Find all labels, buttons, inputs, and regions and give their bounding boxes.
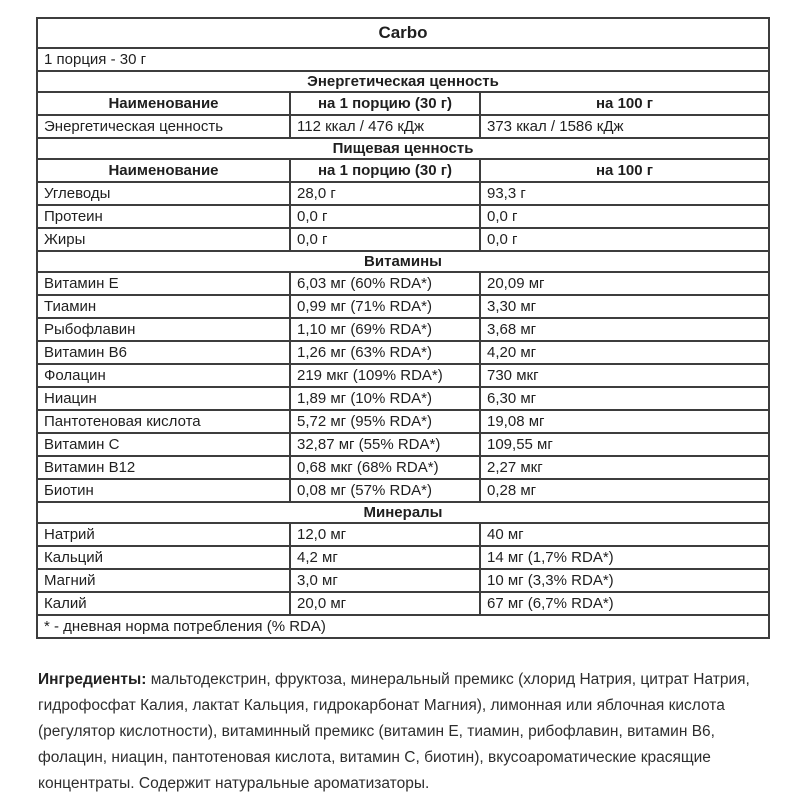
value-per-serving: 112 ккал / 476 кДж: [290, 115, 480, 138]
table-top: [37, 18, 769, 71]
row-label: Биотин: [37, 479, 290, 502]
column-header-row: [37, 159, 769, 182]
table-row: [37, 205, 769, 228]
value-per-serving: 219 мкг (109% RDA*): [290, 364, 480, 387]
value-per-100g: 10 мг (3,3% RDA*): [480, 569, 769, 592]
row-label: Витамин В6: [37, 341, 290, 364]
section-header: Пищевая ценность: [37, 138, 769, 159]
column-header: на 1 порцию (30 г): [290, 92, 480, 115]
row-label: Витамин С: [37, 433, 290, 456]
serving-row: [37, 48, 769, 71]
table-row: [37, 546, 769, 569]
section-header-row: [37, 502, 769, 523]
table-row: [37, 364, 769, 387]
section-header-row: [37, 138, 769, 159]
value-per-serving: 3,0 мг: [290, 569, 480, 592]
row-label: Натрий: [37, 523, 290, 546]
title-row: [37, 18, 769, 48]
row-label: Рыбофлавин: [37, 318, 290, 341]
column-header: на 100 г: [480, 159, 769, 182]
section-header-row: [37, 71, 769, 92]
value-per-100g: 373 ккал / 1586 кДж: [480, 115, 769, 138]
row-label: Витамин Е: [37, 272, 290, 295]
column-header: на 1 порцию (30 г): [290, 159, 480, 182]
table-row: [37, 115, 769, 138]
value-per-100g: 20,09 мг: [480, 272, 769, 295]
ingredients-text: мальтодекстрин, фруктоза, минеральный премикс (хлорид Натрия, цитрат Натрия, гидрофосфат Калия, лактат Кальция, гидрокарбонат Магния), лимонная или яблочная кислота (регулятор кислотности), витаминный премикс (витамин Е, тиамин, рибофлавин, витамин В6, фолацин, ниацин, пантотеновая кислота, витамин С, биотин), вкусоароматические красящие концентраты. Содержит натуральные ароматизаторы.: [38, 671, 750, 792]
value-per-100g: 0,0 г: [480, 228, 769, 251]
value-per-100g: 93,3 г: [480, 182, 769, 205]
rda-footnote: * - дневная норма потребления (% RDA): [37, 615, 769, 638]
table-row: [37, 410, 769, 433]
table-row: [37, 295, 769, 318]
table-row: [37, 479, 769, 502]
section-header: Энергетическая ценность: [37, 71, 769, 92]
ingredients-label: Ингредиенты:: [38, 671, 147, 688]
value-per-serving: 12,0 мг: [290, 523, 480, 546]
value-per-serving: 0,08 мг (57% RDA*): [290, 479, 480, 502]
column-header: Наименование: [37, 92, 290, 115]
value-per-serving: 6,03 мг (60% RDA*): [290, 272, 480, 295]
table-row: [37, 228, 769, 251]
row-label: Фолацин: [37, 364, 290, 387]
value-per-100g: 730 мкг: [480, 364, 769, 387]
value-per-100g: 14 мг (1,7% RDA*): [480, 546, 769, 569]
section-header: Витамины: [37, 251, 769, 272]
row-label: Углеводы: [37, 182, 290, 205]
row-label: Жиры: [37, 228, 290, 251]
product-title: Carbo: [37, 18, 769, 48]
table-row: [37, 318, 769, 341]
value-per-100g: 0,28 мг: [480, 479, 769, 502]
value-per-serving: 5,72 мг (95% RDA*): [290, 410, 480, 433]
value-per-100g: 3,30 мг: [480, 295, 769, 318]
value-per-serving: 32,87 мг (55% RDA*): [290, 433, 480, 456]
row-label: Витамин В12: [37, 456, 290, 479]
row-label: Тиамин: [37, 295, 290, 318]
value-per-100g: 0,0 г: [480, 205, 769, 228]
table-bottom: [37, 615, 769, 638]
footnote-row: [37, 615, 769, 638]
value-per-serving: 4,2 мг: [290, 546, 480, 569]
value-per-100g: 4,20 мг: [480, 341, 769, 364]
row-label: Калий: [37, 592, 290, 615]
nutrition-table-body: [37, 71, 769, 615]
table-row: [37, 456, 769, 479]
table-row: [37, 182, 769, 205]
row-label: Пантотеновая кислота: [37, 410, 290, 433]
column-header: на 100 г: [480, 92, 769, 115]
value-per-100g: 40 мг: [480, 523, 769, 546]
value-per-100g: 109,55 мг: [480, 433, 769, 456]
value-per-100g: 19,08 мг: [480, 410, 769, 433]
table-row: [37, 433, 769, 456]
value-per-serving: 0,0 г: [290, 205, 480, 228]
table-row: [37, 387, 769, 410]
value-per-100g: 2,27 мкг: [480, 456, 769, 479]
ingredients-paragraph: [38, 667, 778, 797]
value-per-100g: 67 мг (6,7% RDA*): [480, 592, 769, 615]
table-row: [37, 592, 769, 615]
row-label: Ниацин: [37, 387, 290, 410]
value-per-100g: 3,68 мг: [480, 318, 769, 341]
value-per-serving: 1,89 мг (10% RDA*): [290, 387, 480, 410]
value-per-100g: 6,30 мг: [480, 387, 769, 410]
row-label: Кальций: [37, 546, 290, 569]
value-per-serving: 20,0 мг: [290, 592, 480, 615]
nutrition-table: [36, 17, 770, 639]
table-row: [37, 272, 769, 295]
row-label: Магний: [37, 569, 290, 592]
table-row: [37, 523, 769, 546]
section-header: Минералы: [37, 502, 769, 523]
row-label: Протеин: [37, 205, 290, 228]
table-row: [37, 569, 769, 592]
column-header: Наименование: [37, 159, 290, 182]
column-header-row: [37, 92, 769, 115]
value-per-serving: 0,68 мкг (68% RDA*): [290, 456, 480, 479]
value-per-serving: 1,26 мг (63% RDA*): [290, 341, 480, 364]
table-row: [37, 341, 769, 364]
row-label: Энергетическая ценность: [37, 115, 290, 138]
value-per-serving: 28,0 г: [290, 182, 480, 205]
serving-size: 1 порция - 30 г: [37, 48, 769, 71]
value-per-serving: 1,10 мг (69% RDA*): [290, 318, 480, 341]
value-per-serving: 0,0 г: [290, 228, 480, 251]
section-header-row: [37, 251, 769, 272]
value-per-serving: 0,99 мг (71% RDA*): [290, 295, 480, 318]
